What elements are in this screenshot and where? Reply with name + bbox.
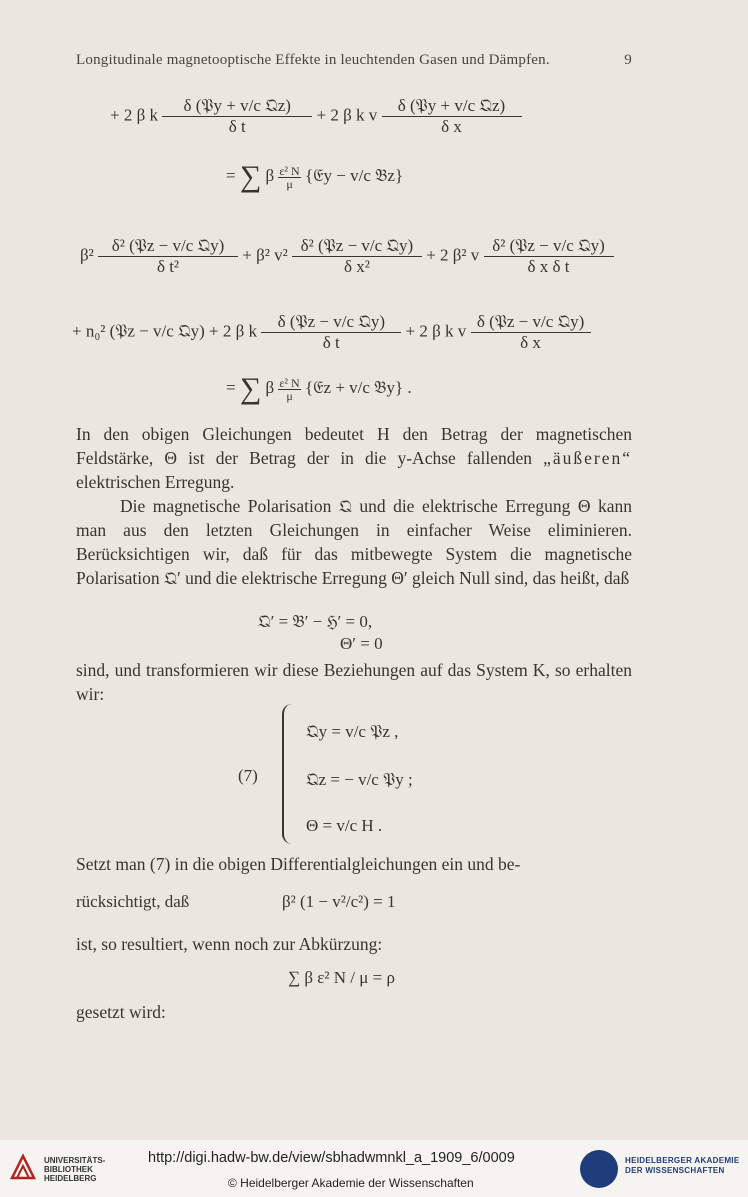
page-number: 9	[624, 52, 632, 68]
system-eq-2: 𝔔z = − v/c 𝔓y ;	[306, 770, 413, 789]
eq2-frac-2	[292, 236, 422, 277]
eq2-num-3: δ² (𝔓z − v/c 𝔔y)	[484, 236, 614, 257]
eq3-field: {𝔈z + v/c 𝔅y} .	[304, 377, 412, 397]
eq1-frac-right	[382, 96, 522, 137]
eq1-coef-left: + 2 β k	[110, 105, 158, 125]
paragraph-2	[76, 494, 632, 590]
equation-1-rhs	[226, 160, 403, 194]
eq1-coef-frac	[278, 165, 300, 190]
university-library-logo-icon	[8, 1152, 38, 1182]
eq3-coef-num: ε² N	[279, 375, 300, 390]
eq3-num-1: δ (𝔓z − v/c 𝔔y)	[261, 312, 401, 333]
paragraph-2-text: Die magnetische Polarisation 𝔔 und die elektrische Erregung Θ kann man aus den letzten Gleichungen in einfacher Weise eliminieren. Berücksichtigen wir, daß für das mitbewegte System die magnetische Polarisation 𝔔′ und die elektrische Erregung Θ′ gleich Null sind, das heißt, daß	[76, 496, 632, 588]
eq3-coef-2: + 2 β k v	[405, 321, 467, 341]
paragraph-6-text: ist, so resultiert, wenn noch zur Abkürzung:	[76, 934, 383, 954]
eq2-num-2: δ² (𝔓z − v/c 𝔔y)	[292, 236, 422, 257]
paragraph-4-text: Setzt man (7) in die obigen Differentialgleichungen ein und be-	[76, 854, 521, 874]
paragraph-7	[76, 1000, 632, 1024]
eq1-den-right: δ x	[441, 117, 462, 136]
paragraph-1-spaced: „äußeren“	[543, 448, 633, 468]
eq3-num-2: δ (𝔓z − v/c 𝔔y)	[471, 312, 591, 333]
eq2-den-1: δ t²	[156, 257, 180, 276]
equation-3-row	[72, 312, 591, 353]
paragraph-6	[76, 932, 632, 956]
eq1-coef-den: μ	[286, 176, 293, 191]
eq3-den-1: δ t	[322, 333, 340, 352]
paragraph-1	[76, 422, 632, 494]
academy-seal-icon	[580, 1150, 618, 1188]
equation-1-row	[110, 96, 522, 137]
equation-3-rhs	[226, 372, 412, 406]
eq1-field: {𝔈y − v/c 𝔅z}	[304, 165, 404, 185]
equation-theta: Θ′ = 0	[340, 634, 383, 653]
eq3-den-2: δ x	[520, 333, 541, 352]
eq1-beta: β	[265, 165, 275, 185]
eq2-coef-2: + β² v²	[242, 245, 288, 265]
eq1-num-left: δ (𝔓y + v/c 𝔔z)	[162, 96, 312, 117]
document-url-link[interactable]: http://digi.hadw-bw.de/view/sbhadwmnkl_a_1909_6/0009	[148, 1150, 515, 1166]
paragraph-3-text: sind, und transformieren wir diese Beziehungen auf das System K, so erhalten wir:	[76, 660, 632, 704]
eq1-coef-num: ε² N	[279, 163, 300, 178]
eq2-den-3: δ x δ t	[527, 257, 570, 276]
equation-2-row	[80, 236, 614, 277]
eq3-coef-den: μ	[286, 388, 293, 403]
beta-identity: β² (1 − v²/c²) = 1	[282, 892, 396, 911]
library-name: UNIVERSITÄTS- BIBLIOTHEK HEIDELBERG	[44, 1156, 106, 1183]
system-brace	[282, 704, 298, 844]
eq2-frac-1	[98, 236, 238, 277]
paragraph-1-end: elektrischen Erregung.	[76, 472, 235, 492]
paragraph-7-text: gesetzt wird:	[76, 1002, 166, 1022]
system-label: (7)	[238, 766, 258, 785]
equation-rho: ∑ β ε² N / μ = ρ	[288, 968, 395, 987]
sum-symbol: ∑	[239, 160, 262, 193]
eq2-beta-sq: β²	[80, 245, 94, 265]
eq2-den-2: δ x²	[344, 257, 370, 276]
eq3-coef-frac	[278, 377, 300, 402]
equation-q: 𝔔′ = 𝔅′ − ℌ′ = 0,	[258, 612, 373, 631]
eq3-frac-2	[471, 312, 591, 353]
eq3-equals: =	[226, 377, 236, 397]
eq2-frac-3	[484, 236, 614, 277]
eq3-lead: + n₀² (𝔓z − v/c 𝔔y) + 2 β k	[72, 321, 258, 341]
sum-symbol: ∑	[239, 372, 262, 405]
header-title: Longitudinale magnetooptische Effekte in leuchtenden Gasen und Dämpfen.	[76, 52, 550, 68]
paragraph-4	[76, 852, 632, 876]
copyright-notice: © Heidelberger Akademie der Wissenschaften	[228, 1176, 474, 1190]
eq3-beta: β	[265, 377, 275, 397]
paragraph-5-start: rücksichtigt, daß	[76, 892, 190, 911]
running-header	[76, 52, 632, 69]
system-eq-1: 𝔔y = v/c 𝔓z ,	[306, 722, 399, 741]
eq1-den-left: δ t	[228, 117, 246, 136]
eq1-equals: =	[226, 165, 236, 185]
eq1-coef-right: + 2 β k v	[316, 105, 378, 125]
eq3-frac-1	[261, 312, 401, 353]
academy-name: HEIDELBERGER AKADEMIE DER WISSENSCHAFTEN	[625, 1156, 740, 1175]
footer-bar	[0, 1140, 748, 1197]
eq2-coef-3: + 2 β² v	[426, 245, 480, 265]
eq1-frac-left	[162, 96, 312, 137]
paragraph-1-text: In den obigen Gleichungen bedeutet H den Betrag der magnetischen Feldstärke, Θ ist der Betrag der in die y-Achse fallenden	[76, 424, 632, 468]
paragraph-3	[76, 658, 632, 706]
eq2-num-1: δ² (𝔓z − v/c 𝔔y)	[98, 236, 238, 257]
eq1-num-right: δ (𝔓y + v/c 𝔔z)	[382, 96, 522, 117]
system-eq-3: Θ = v/c H .	[306, 816, 383, 835]
